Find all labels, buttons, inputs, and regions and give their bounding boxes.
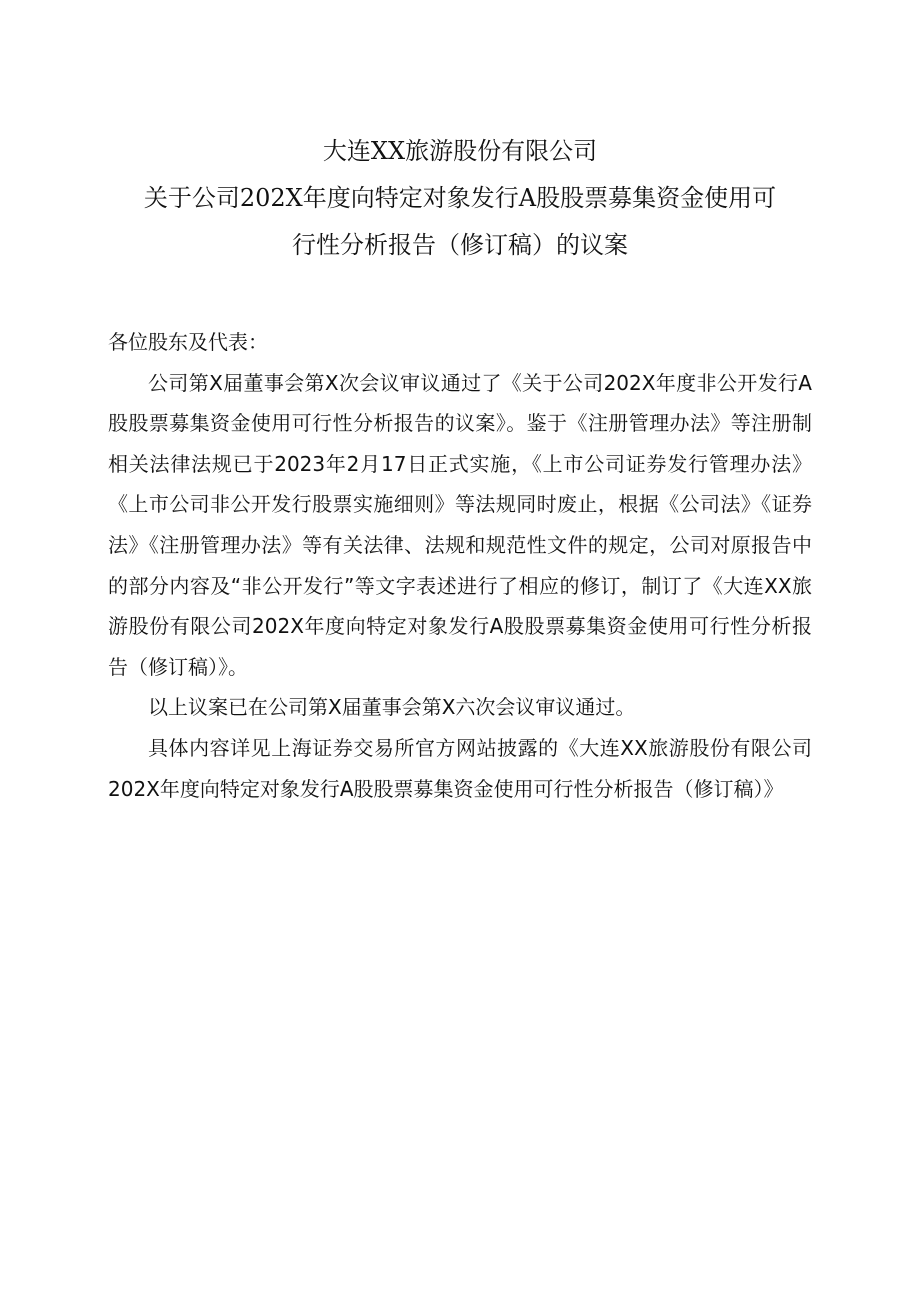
paragraph-board-approval: 以上议案已在公司第X届董事会第X六次会议审议通过。	[148, 695, 636, 720]
salutation: 各位股东及代表：	[108, 330, 268, 354]
title-line-company: 大连XX旅游股份有限公司	[322, 137, 598, 165]
paragraph-revision-background: 公司第X届董事会第X次会议审议通过了《关于公司202X年度非公开发行A股股票募集资金使用可行性分析报告的议案》。鉴于《注册管理办法》等注册制相关法律法规已于2023年2月17日正式实施，《上市公司证券发行管理办法》《上市公司非公开发行股票实施细则》等法规同时废止，根据《公司法》《证券法》《注册管理办法》等有关法律、法规和规范性文件的规定，公司对原报告中的部分内容及“非公开发行”等文字表述进行了相应的修订，制订了《大连XX旅游股份有限公司202X年度向特定对象发行A股股票募集资金使用可行性分析报告（修订稿）》。	[108, 370, 812, 679]
title-line-subject: 关于公司202X年度向特定对象发行A股股票募集资金使用可	[143, 184, 777, 212]
document-title	[80, 128, 840, 269]
title-line-subject-cont: 行性分析报告（修订稿）的议案	[292, 231, 628, 259]
document-body	[108, 322, 812, 809]
paragraph-disclosure-reference: 具体内容详见上海证券交易所官方网站披露的《大连XX旅游股份有限公司202X年度向特定对象发行A股股票募集资金使用可行性分析报告（修订稿）》	[108, 735, 812, 801]
